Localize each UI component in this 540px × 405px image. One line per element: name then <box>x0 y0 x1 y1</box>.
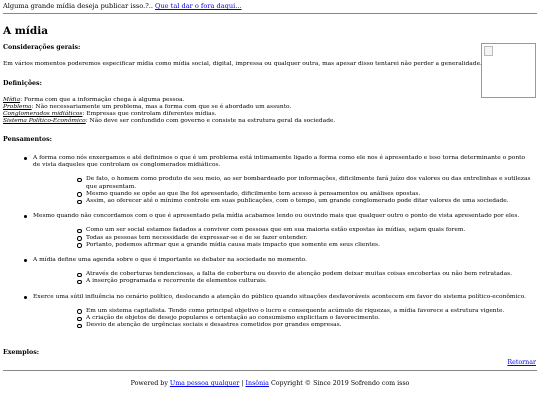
consideracoes-heading: Considerações gerais: <box>3 44 81 51</box>
thought-sublist <box>33 271 533 285</box>
exit-link[interactable]: Que tal dar o fora daqui... <box>155 2 242 10</box>
copyright-text: Copyright © Since 2019 Sofrendo com isso <box>270 380 410 387</box>
exemplos-heading: Exemplos: <box>3 349 40 357</box>
thought-subitem: Através de coberturas tendenciosas, a falta de cobertura ou desvio de atenção podem deixar muitas coisas encobertas ou não bem retratadas. <box>33 271 533 278</box>
thought-subitem: Em um sistema capitalista. Tendo como principal objetivo o lucro e consequente acúmulo de riquezas, a mídia favorece a estrutura vigente. <box>33 308 533 315</box>
pensamentos-heading: Pensamentos: <box>3 136 53 144</box>
consideracoes-text: Em vários momentos poderemos especificar mídia como mídia social, digital, impressa ou qualquer outra, mas apesar disso tentarei não perder a generalidade. <box>3 60 482 67</box>
thought-item <box>3 294 533 330</box>
thought-text: A mídia define uma agenda sobre o que é importante se debater na sociedade no momento. <box>33 257 307 264</box>
thought-subitem: Desvio de atenção de urgências sociais e desastres cometidos por grandes empresas. <box>33 322 533 329</box>
top-bar-text: Alguma grande mídia deseja publicar isso.?.. <box>3 2 153 10</box>
author-link[interactable]: Uma pessoa qualquer <box>169 380 240 387</box>
thought-subitem: Como um ser social estamos fadados a conviver com pessoas que em sua maioria estão expostas às mídias, sejam quais forem. <box>33 227 533 234</box>
thought-subitem: Portanto, podemos afirmar que a grande mídia causa mais impacto que somente em seus clientes. <box>33 242 533 249</box>
definition-text: : Não deve ser confundido com governo e consiste na estrutura geral da sociedade. <box>85 118 336 125</box>
definition-term: Mídia <box>3 96 21 103</box>
thought-subitem: A criação de objetos de desejo populares e orientação ao consumismo explicitam o favorecimento. <box>33 315 533 322</box>
definition-text: : Empresas que controlam diferentes mídias. <box>82 110 217 117</box>
definitions-list <box>3 97 533 126</box>
thought-item <box>3 257 533 286</box>
top-divider <box>3 13 537 14</box>
thought-subitem: Assim, ao oferecer até o mínimo controle em suas publicações, com o tempo, um grande conglomerado pode ditar valores de uma sociedade. <box>33 198 533 205</box>
definition-item <box>3 97 533 104</box>
insonia-link[interactable]: Insônia <box>245 380 269 387</box>
thought-subitem: Todas as pessoas tem necessidade de expressar-se e de se fazer entender. <box>33 235 533 242</box>
definition-item <box>3 104 533 111</box>
thought-item <box>3 155 533 205</box>
thoughts-list <box>3 155 533 329</box>
top-bar <box>3 2 242 10</box>
return-link[interactable]: Retornar <box>507 359 536 366</box>
footer <box>0 380 540 387</box>
page-title: A mídia <box>3 25 49 37</box>
definition-item <box>3 118 533 125</box>
definition-text: : Não necessariamente um problema, mas a forma com que se é abordado um assunto. <box>31 103 292 110</box>
definicoes-heading: Definições: <box>3 79 42 87</box>
footer-prefix: Powered by <box>130 380 168 387</box>
definition-term: Conglomerados midiáticos <box>3 110 83 117</box>
thought-text: Exerce uma sútil influência no cenário político, deslocando a atenção do público quando situações desfavoráveis acontecem em favor do sistema político-econômico. <box>33 293 527 300</box>
thought-sublist <box>33 227 533 249</box>
thought-item <box>3 213 533 249</box>
definition-text: : Forma com que a informação chega à alguma pessoa. <box>20 96 185 103</box>
footer-separator: | <box>241 380 244 387</box>
thought-text: Mesmo quando não concordamos com o que é apresentado pela mídia acabamos lendo ou ouvindo mais que qualquer outro o ponto de vista apresentado por eles. <box>33 213 520 220</box>
thought-subitem: De fato, o homem como produto de seu meio, ao ser bombardeado por informações, dificilmente fará juízo dos valores ou das entrelinhas e sutilezas que apresentam. <box>33 176 533 190</box>
thought-sublist <box>33 308 533 330</box>
thought-sublist <box>33 176 533 205</box>
definition-term: Problema <box>3 103 32 110</box>
thought-text: A forma como nós enxergamos e até definimos o que é um problema está intimamente ligado a forma como ele nos é apresentado e isso torna determinante o ponto de vista daqueles que controlam os conglomerados midiáticos. <box>33 155 526 169</box>
main-content <box>3 44 533 357</box>
definition-term: Sistema Político-Econômico <box>3 118 86 125</box>
footer-divider <box>3 370 537 371</box>
thought-subitem: Mesmo quando se opõe ao que lhe foi apresentado, dificilmente tem acesso à pensamentos ou análises opostas. <box>33 191 533 198</box>
thought-subitem: A inserção programada e recorrente de elementos culturais. <box>33 278 533 285</box>
